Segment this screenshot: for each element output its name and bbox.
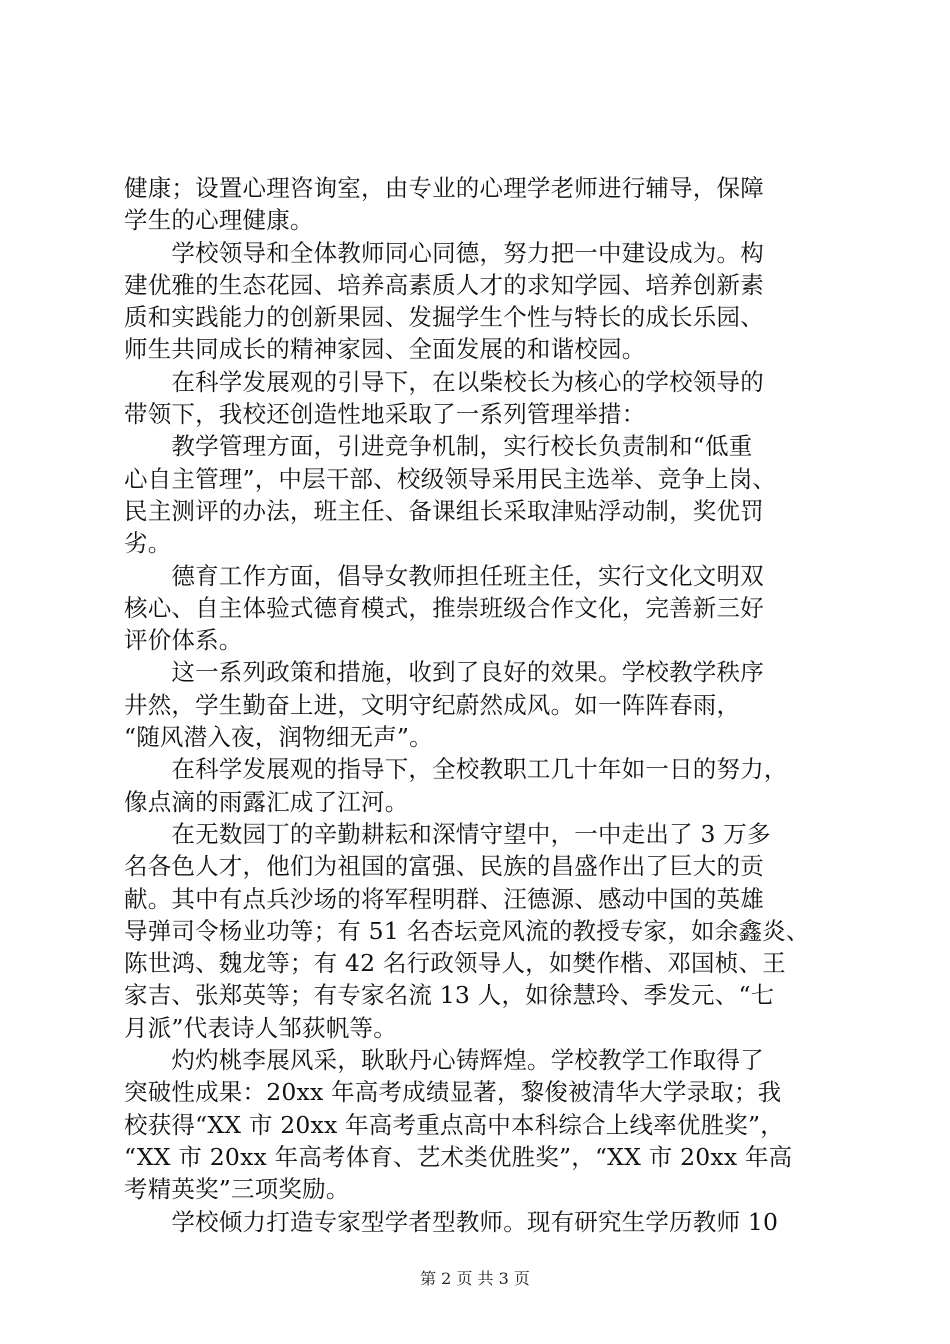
text-line: 在科学发展观的引导下，在以柴校长为核心的学校领导的: [124, 367, 764, 396]
text-line: 考精英奖”三项奖励。: [124, 1175, 350, 1204]
text-line: 学校倾力打造专家型学者型教师。现有研究生学历教师 10: [124, 1207, 779, 1236]
text-line: 校获得“XX 市 20xx 年高考重点高中本科综合上线率优胜奖”，: [124, 1110, 784, 1139]
text-line: 灼灼桃李展风采，耿耿丹心铸辉煌。学校教学工作取得了: [124, 1046, 764, 1075]
text-line: 在无数园丁的辛勤耕耘和深情守望中，一中走出了 3 万多: [124, 819, 771, 848]
text-line: 劣。: [124, 529, 172, 558]
text-line: 井然，学生勤奋上进，文明守纪蔚然成风。如一阵阵春雨，: [124, 690, 741, 719]
text-line: 学校领导和全体教师同心同德，努力把一中建设成为。构: [124, 238, 764, 267]
text-line: “随风潜入夜，润物细无声”。: [124, 723, 433, 752]
text-line: 陈世鸿、魏龙等；有 42 名行政领导人，如樊作楷、邓国桢、王: [124, 949, 786, 978]
text-line: 学生的心理健康。: [124, 206, 314, 235]
text-line: 家吉、张郑英等；有专家名流 13 人，如徐慧玲、季发元、“七: [124, 981, 775, 1010]
body-text: [124, 172, 830, 1238]
text-line: 这一系列政策和措施，收到了良好的效果。学校教学秩序: [124, 658, 764, 687]
text-line: 教学管理方面，引进竞争机制，实行校长负责制和“低重: [124, 432, 753, 461]
text-line: 德育工作方面，倡导女教师担任班主任，实行文化文明双: [124, 561, 764, 590]
text-line: “XX 市 20xx 年高考体育、艺术类优胜奖”，“XX 市 20xx 年高: [124, 1142, 793, 1171]
text-line: 突破性成果：20xx 年高考成绩显著，黎俊被清华大学录取；我: [124, 1078, 782, 1107]
text-line: 评价体系。: [124, 626, 243, 655]
text-line: 月派”代表诗人邹荻帆等。: [124, 1013, 397, 1042]
text-line: 师生共同成长的精神家园、全面发展的和谐校园。: [124, 335, 646, 364]
text-line: 献。其中有点兵沙场的将军程明群、汪德源、感动中国的英雄: [124, 884, 764, 913]
text-line: 质和实践能力的创新果园、发掘学生个性与特长的成长乐园、: [124, 303, 764, 332]
text-line: 心自主管理”，中层干部、校级领导采用民主选举、竞争上岗、: [124, 464, 777, 493]
text-line: 导弹司令杨业功等；有 51 名杏坛竞风流的教授专家，如余鑫炎、: [124, 916, 810, 945]
text-line: 健康；设置心理咨询室，由专业的心理学老师进行辅导，保障: [124, 174, 764, 202]
page-number-footer: 第 2 页 共 3 页: [420, 1269, 530, 1288]
text-line: 像点滴的雨露汇成了江河。: [124, 787, 409, 816]
text-line: 民主测评的办法，班主任、备课组长采取津贴浮动制，奖优罚: [124, 496, 764, 525]
text-line: 建优雅的生态花园、培养高素质人才的求知学园、培养创新素: [124, 270, 764, 299]
text-line: 在科学发展观的指导下，全校教职工几十年如一日的努力，: [124, 755, 788, 784]
text-line: 名各色人才，他们为祖国的富强、民族的昌盛作出了巨大的贡: [124, 852, 764, 881]
text-line: 带领下，我校还创造性地采取了一系列管理举措：: [124, 400, 646, 429]
text-line: 核心、自主体验式德育模式，推崇班级合作文化，完善新三好: [124, 593, 764, 622]
